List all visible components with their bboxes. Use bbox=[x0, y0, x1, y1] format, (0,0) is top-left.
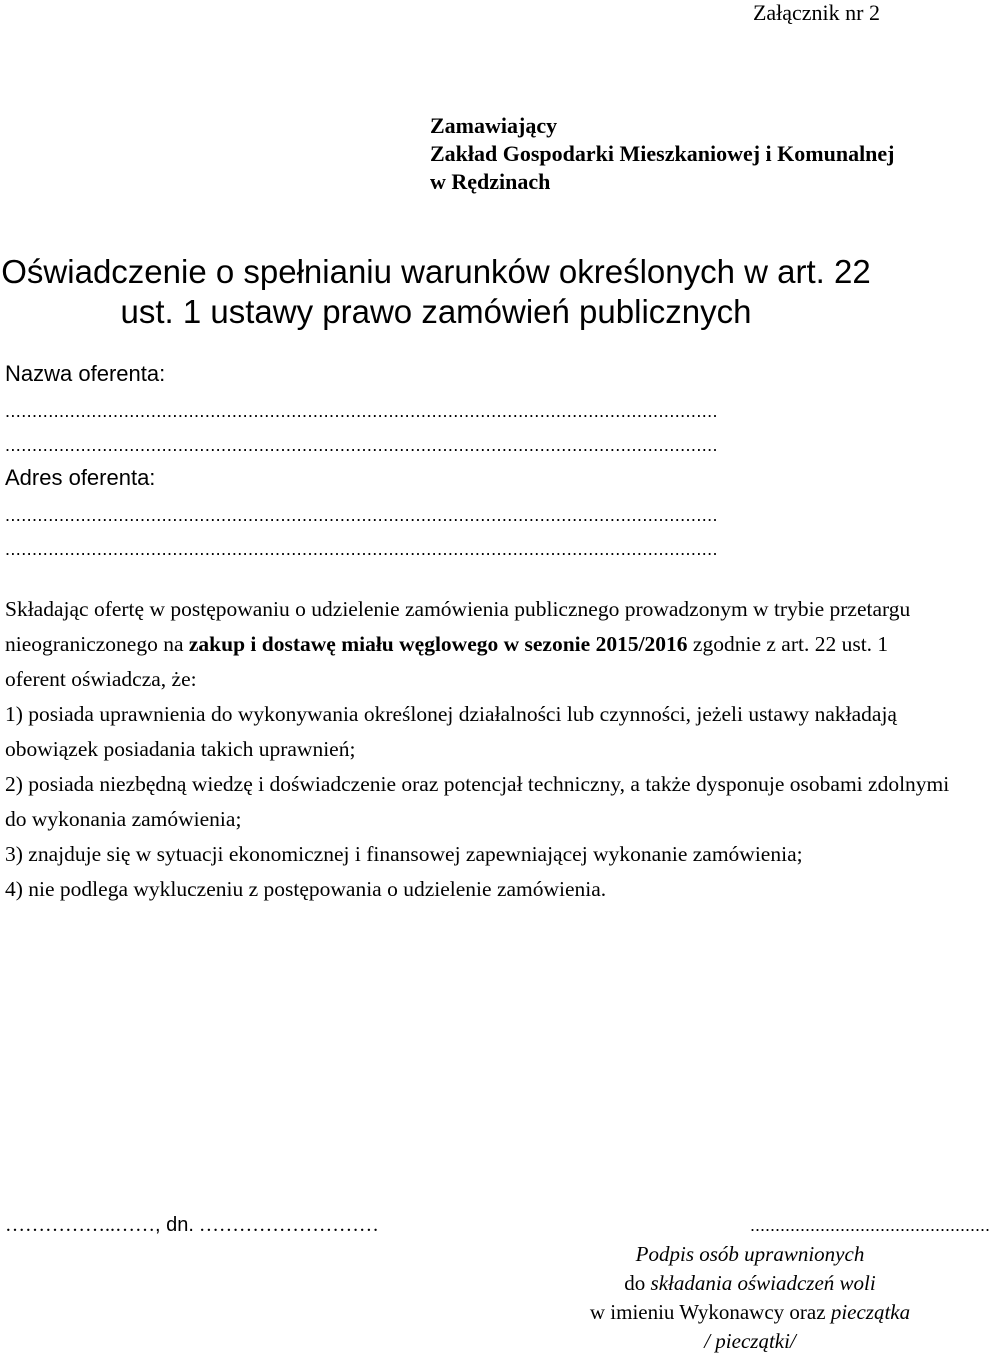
signature-caption-3a: w imieniu Wykonawcy oraz bbox=[589, 1300, 831, 1324]
intro-text-start: Składając ofertę w postępowaniu o udzielenie zamówienia publicznego prowadzonym w trybie przetargu nieograniczonego na bbox=[5, 597, 911, 656]
offeror-address-label: Adres oferenta: bbox=[5, 465, 156, 490]
attachment-number: Załącznik nr 2 bbox=[752, 0, 880, 25]
document-title bbox=[0, 252, 872, 332]
offeror-name-label: Nazwa oferenta: bbox=[5, 361, 166, 386]
declaration-item-2: 2) posiada niezbędną wiedzę i doświadczenie oraz potencjał techniczny, a także dysponuje osobami zdolnymi do wykonania zamówienia; bbox=[5, 772, 950, 831]
declaration-item-3: 3) znajduje się w sytuacji ekonomicznej i finansowej zapewniającej wykonanie zamówienia; bbox=[5, 842, 803, 866]
recipient-heading: Zamawiający bbox=[430, 113, 558, 138]
place-date-line bbox=[5, 1212, 379, 1238]
declaration-body bbox=[5, 592, 950, 907]
offeror-name-line-1[interactable]: .................................................................................................................................... bbox=[5, 401, 718, 421]
signature-caption-line-4: / pieczątki/ bbox=[704, 1329, 796, 1353]
intro-subject: zakup i dostawę miału węglowego w sezonie 2015/2016 bbox=[188, 632, 688, 656]
title-line-1: Oświadczenie o spełnianiu warunków określonych w art. 22 bbox=[1, 253, 871, 290]
intro-text-end: zgodnie z art. 22 ust. 1 oferent oświadcza, że: bbox=[5, 632, 889, 691]
place-field[interactable]: ……………..…… bbox=[5, 1214, 155, 1236]
signature-caption-line-2 bbox=[545, 1269, 955, 1298]
signature-caption-2a: do bbox=[624, 1271, 651, 1295]
signature-caption bbox=[545, 1240, 955, 1356]
declaration-intro bbox=[5, 592, 950, 697]
offeror-address-line-1[interactable]: .................................................................................................................................... bbox=[5, 505, 718, 525]
title-line-2: ust. 1 ustawy prawo zamówień publicznych bbox=[120, 293, 752, 330]
signature-field[interactable]: ................................................ bbox=[750, 1215, 990, 1235]
signature-caption-3b: pieczątka bbox=[830, 1300, 911, 1324]
date-field[interactable]: ……………………… bbox=[198, 1214, 379, 1236]
declaration-item-1: 1) posiada uprawnienia do wykonywania określonej działalności lub czynności, jeżeli ustawy nakładają obowiązek posiadania takich uprawnień; bbox=[5, 702, 897, 761]
signature-caption-line-1: Podpis osób uprawnionych bbox=[635, 1242, 865, 1266]
recipient-block bbox=[430, 112, 895, 196]
date-prefix: , dn. bbox=[155, 1214, 194, 1236]
offeror-name-line-2[interactable]: .................................................................................................................................... bbox=[5, 435, 718, 455]
recipient-name: Zakład Gospodarki Mieszkaniowej i Komunalnej bbox=[430, 141, 895, 166]
offeror-address-line-2[interactable]: .................................................................................................................................... bbox=[5, 539, 718, 559]
declaration-item-4: 4) nie podlega wykluczeniu z postępowania o udzielenie zamówienia. bbox=[5, 877, 607, 901]
signature-caption-2b: składania oświadczeń woli bbox=[650, 1271, 876, 1295]
signature-caption-line-3 bbox=[545, 1298, 955, 1327]
recipient-location: w Rędzinach bbox=[430, 169, 551, 194]
